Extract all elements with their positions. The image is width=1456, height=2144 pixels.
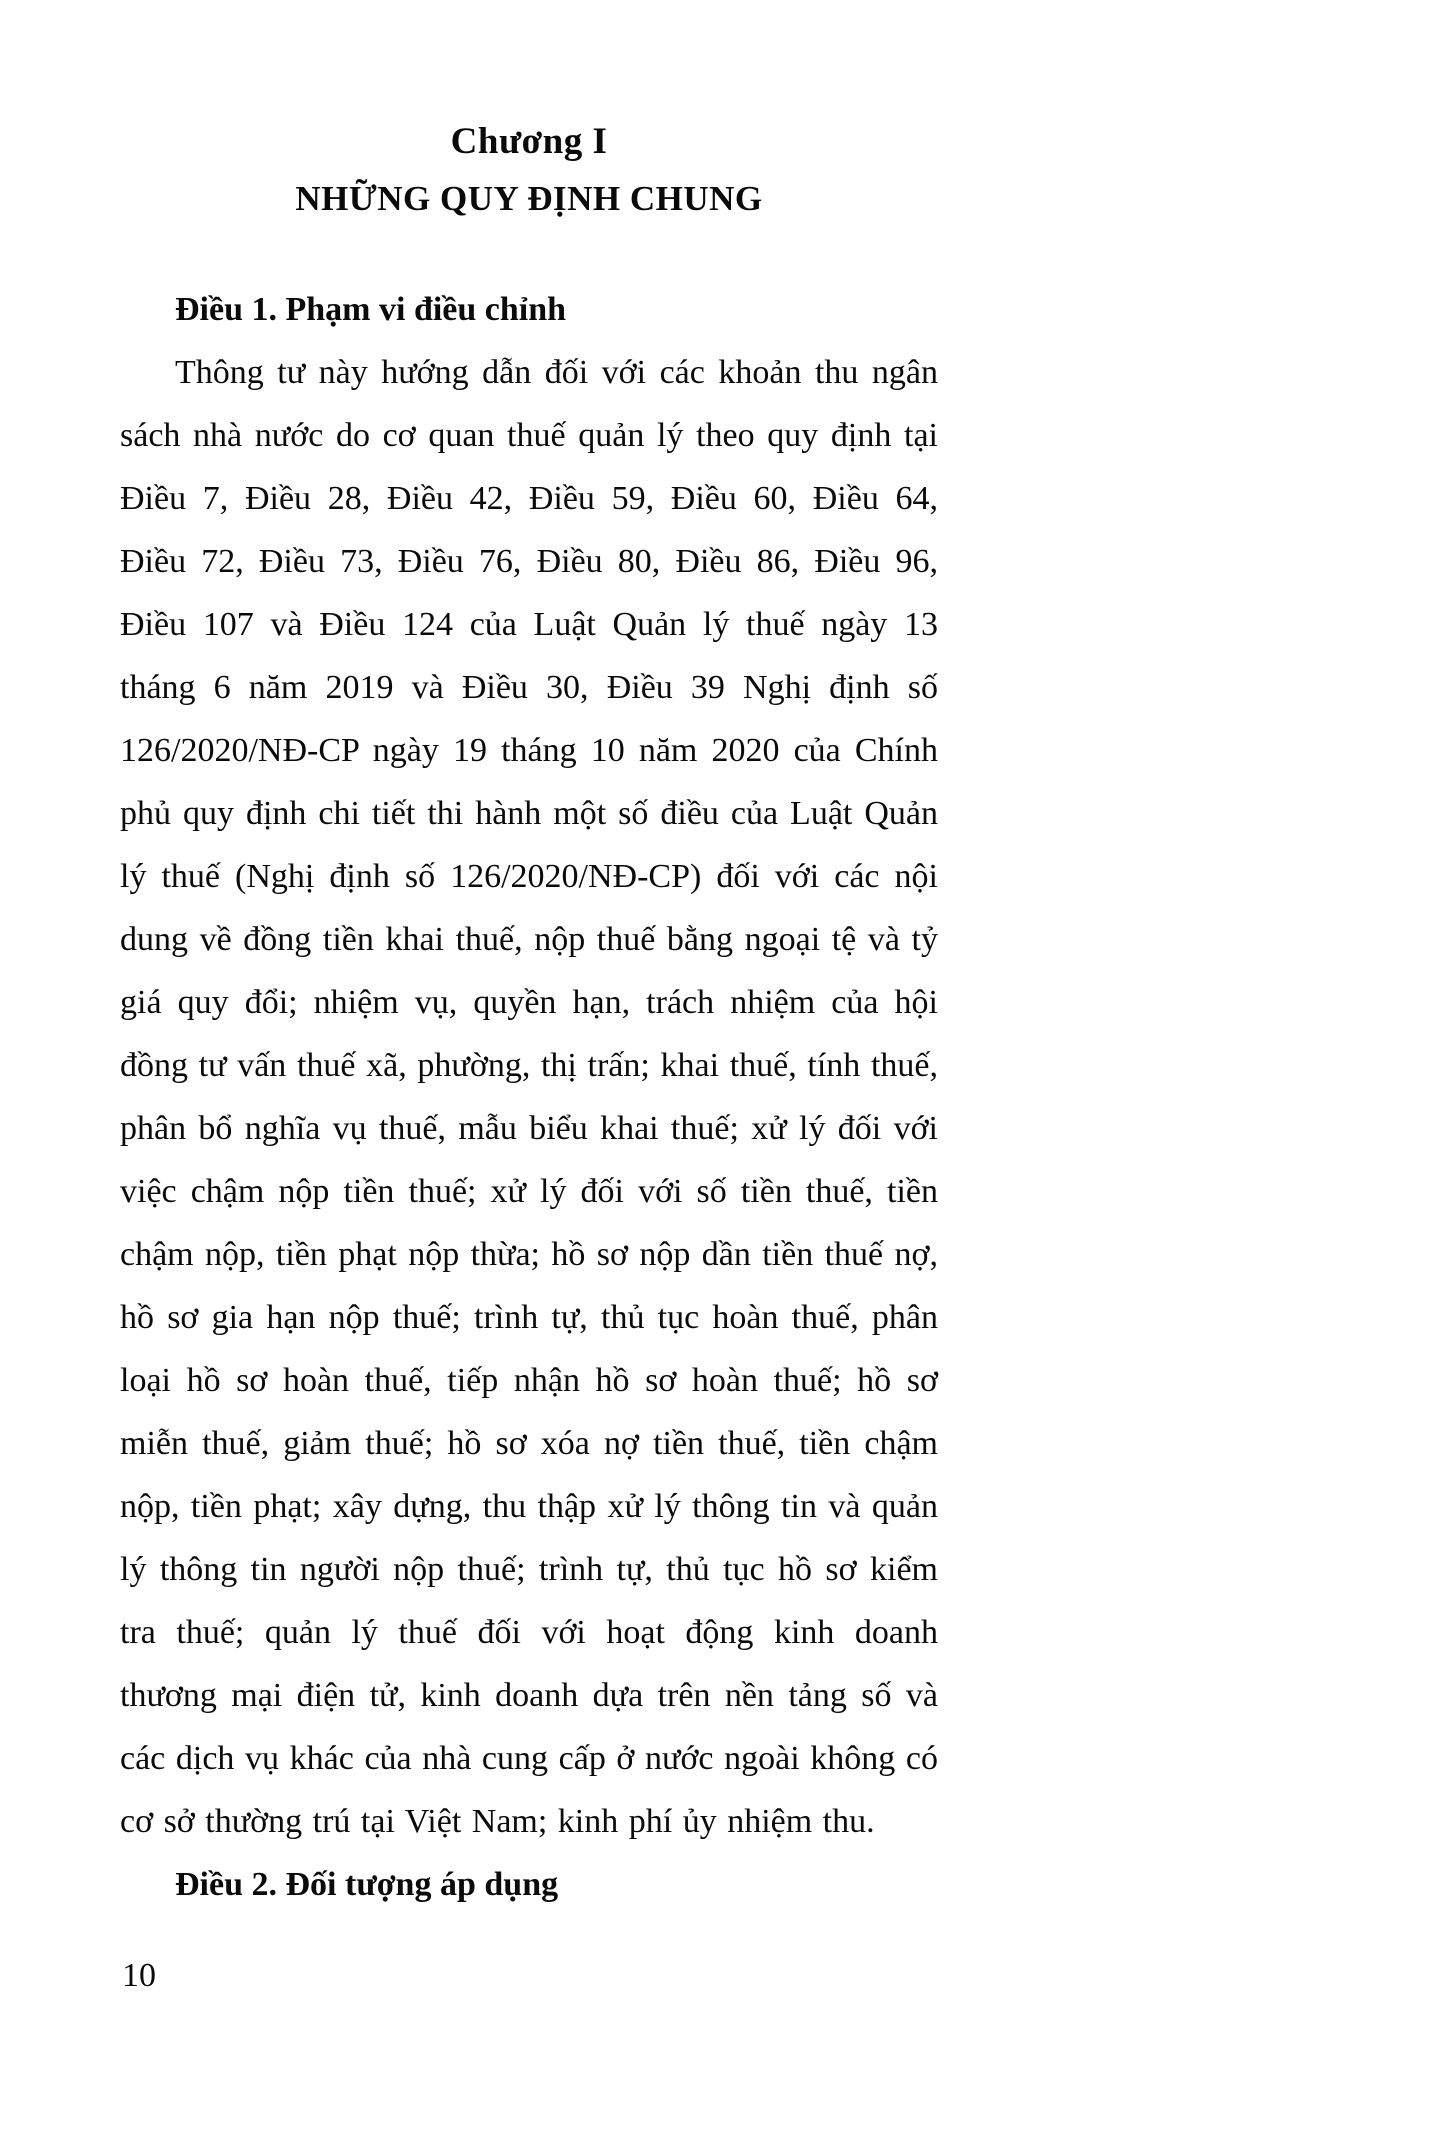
page-number: 10	[122, 1957, 156, 1994]
chapter-label: Chương I	[450, 121, 608, 162]
article-1-body: Thông tư này hướng dẫn đối với các khoản thu ngân sách nhà nước do cơ quan thuế quản lý theo quy định tại Điều 7, Điều 28, Điều 42, Điều 59, Điều 60, Điều 64, Điều 72, Điều 73, Điều 76, Điều 80, Điều 86, Điều 96, Điều 107 và Điều 124 của Luật Quản lý thuế ngày 13 tháng 6 năm 2019 và Điều 30, Điều 39 Nghị định số 126/2020/NĐ-CP ngày 19 tháng 10 năm 2020 của Chính phủ quy định chi tiết thi hành một số điều của Luật Quản lý thuế (Nghị định số 126/2020/NĐ-CP) đối với các nội dung về đồng tiền khai thuế, nộp thuế bằng ngoại tệ và tỷ giá quy đổi; nhiệm vụ, quyền hạn, trách nhiệm của hội đồng tư vấn thuế xã, phường, thị trấn; khai thuế, tính thuế, phân bổ nghĩa vụ thuế, mẫu biểu khai thuế; xử lý đối với việc chậm nộp tiền thuế; xử lý đối với số tiền thuế, tiền chậm nộp, tiền phạt nộp thừa; hồ sơ nộp dần tiền thuế nợ, hồ sơ gia hạn nộp thuế; trình tự, thủ tục hoàn thuế, phân loại hồ sơ hoàn thuế, tiếp nhận hồ sơ hoàn thuế; hồ sơ miễn thuế, giảm thuế; hồ sơ xóa nợ tiền thuế, tiền chậm nộp, tiền phạt; xây dựng, thu thập xử lý thông tin và quản lý thông tin người nộp thuế; trình tự, thủ tục hồ sơ kiểm tra thuế; quản lý thuế đối với hoạt động kinh doanh thương mại điện tử, kinh doanh dựa trên nền tảng số và các dịch vụ khác của nhà cung cấp ở nước ngoài không có cơ sở thường trú tại Việt Nam; kinh phí ủy nhiệm thu.	[120, 354, 938, 1841]
article-2-heading: Điều 2. Đối tượng áp dụng	[175, 1866, 559, 1904]
article-1-heading: Điều 1. Phạm vi điều chỉnh	[175, 291, 567, 329]
chapter-title: NHỮNG QUY ĐỊNH CHUNG	[295, 179, 763, 219]
page-content	[120, 120, 938, 1916]
